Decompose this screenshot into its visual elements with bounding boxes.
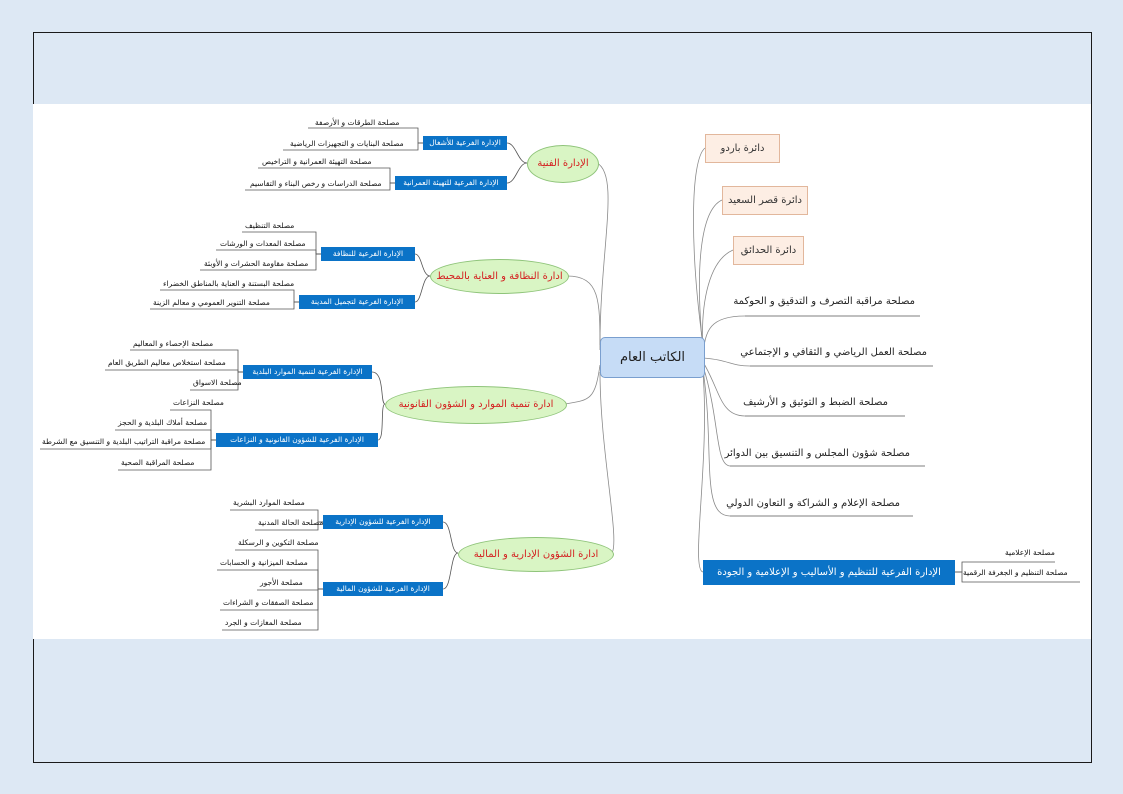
sub-legal-affairs[interactable]: الإدارة الفرعية للشؤون القانونية و النزاعات [216, 433, 378, 447]
leaf-census[interactable]: مصلحة الإحصاء و المعاليم [133, 339, 214, 348]
leaf-road-fees[interactable]: مصلحة استخلاص معاليم الطريق العام [108, 358, 226, 367]
main-technical[interactable]: الإدارة الفنية [527, 145, 599, 183]
sub-admin-affairs[interactable]: الإدارة الفرعية للشؤون الإدارية [323, 515, 443, 529]
service-audit[interactable]: مصلحة مراقبة التصرف و التدقيق و الحوكمة [733, 296, 915, 307]
service-council[interactable]: مصلحة شؤون المجلس و التنسيق بين الدوائر [724, 448, 910, 459]
main-cleanliness[interactable]: ادارة النظافة و العناية بالمحيط [430, 259, 569, 294]
dept-bardo[interactable]: دائرة باردو [705, 134, 780, 163]
leaf-studies[interactable]: مصلحة الدراسات و رخص البناء و التقاسيم [250, 179, 382, 188]
leaf-gardening[interactable]: مصلحة البستنة و العناية بالمناطق الخضراء [163, 279, 295, 288]
root-node[interactable]: الكاتب العام [600, 337, 705, 378]
service-sport-culture[interactable]: مصلحة العمل الرياضي و الثقافي و الإجتماعي [740, 347, 927, 358]
sub-urban-planning[interactable]: الإدارة الفرعية للتهيئة العمرانية [395, 176, 507, 190]
leaf-civil-status[interactable]: مصلحة الحالة المدنية [258, 518, 324, 527]
sub-works[interactable]: الإدارة الفرعية للأشغال [423, 136, 507, 150]
service-archive[interactable]: مصلحة الضبط و التوثيق و الأرشيف [743, 397, 888, 408]
dept-hadaek[interactable]: دائرة الحدائق [733, 236, 804, 265]
leaf-salaries[interactable]: مصلحة الأجور [260, 578, 303, 587]
main-admin-finance[interactable]: ادارة الشؤون الإدارية و المالية [458, 537, 614, 572]
leaf-regulations[interactable]: مصلحة مراقبة التراتيب البلدية و التنسيق مع الشرطة [42, 437, 206, 446]
leaf-lighting[interactable]: مصلحة التنوير العمومي و معالم الزينة [153, 298, 270, 307]
dept-ksar-said[interactable]: دائرة قصر السعيد [722, 186, 808, 215]
leaf-informatics[interactable]: مصلحة الإعلامية [1005, 548, 1055, 557]
sub-municipal-resources[interactable]: الإدارة الفرعية لتنمية الموارد البلدية [243, 365, 372, 379]
sub-org-methods[interactable]: الإدارة الفرعية للتنظيم و الأساليب و الإعلامية و الجودة [703, 560, 955, 585]
leaf-pest-control[interactable]: مصلحة مقاومة الحشرات و الأوبئة [204, 259, 309, 268]
leaf-budget[interactable]: مصلحة الميزانية و الحسابات [220, 558, 308, 567]
leaf-stores[interactable]: مصلحة المغازات و الجرد [225, 618, 302, 627]
main-resources-legal[interactable]: ادارة تنمية الموارد و الشؤون القانونية [385, 386, 567, 424]
leaf-property[interactable]: مصلحة أملاك البلدية و الحجز [118, 418, 208, 427]
leaf-disputes[interactable]: مصلحة النزاعات [173, 398, 224, 407]
sub-cleaning[interactable]: الإدارة الفرعية للنظافة [321, 247, 415, 261]
sub-finance-affairs[interactable]: الإدارة الفرعية للشؤون المالية [323, 582, 443, 596]
leaf-urban-licenses[interactable]: مصلحة التهيئة العمرانية و التراخيص [262, 157, 372, 166]
leaf-roads[interactable]: مصلحة الطرقات و الأرصفة [315, 118, 400, 127]
leaf-procurement[interactable]: مصلحة الصفقات و الشراءات [223, 598, 314, 607]
service-media[interactable]: مصلحة الإعلام و الشراكة و التعاون الدولي [726, 498, 900, 509]
leaf-training[interactable]: مصلحة التكوين و الرسكلة [238, 538, 319, 547]
leaf-markets[interactable]: مصلحة الاسواق [193, 378, 242, 387]
leaf-equipment[interactable]: مصلحة المعدات و الورشات [220, 239, 306, 248]
leaf-digital-org[interactable]: مصلحة التنظيم و الجغرفة الرقمية [963, 568, 1068, 577]
sub-beautification[interactable]: الإدارة الفرعية لتجميل المدينة [299, 295, 415, 309]
leaf-buildings[interactable]: مصلحة البنايات و التجهيزات الرياضية [290, 139, 404, 148]
leaf-health[interactable]: مصلحة المراقبة الصحية [121, 458, 195, 467]
leaf-cleaning[interactable]: مصلحة التنظيف [245, 221, 295, 230]
leaf-hr[interactable]: مصلحة الموارد البشرية [233, 498, 305, 507]
